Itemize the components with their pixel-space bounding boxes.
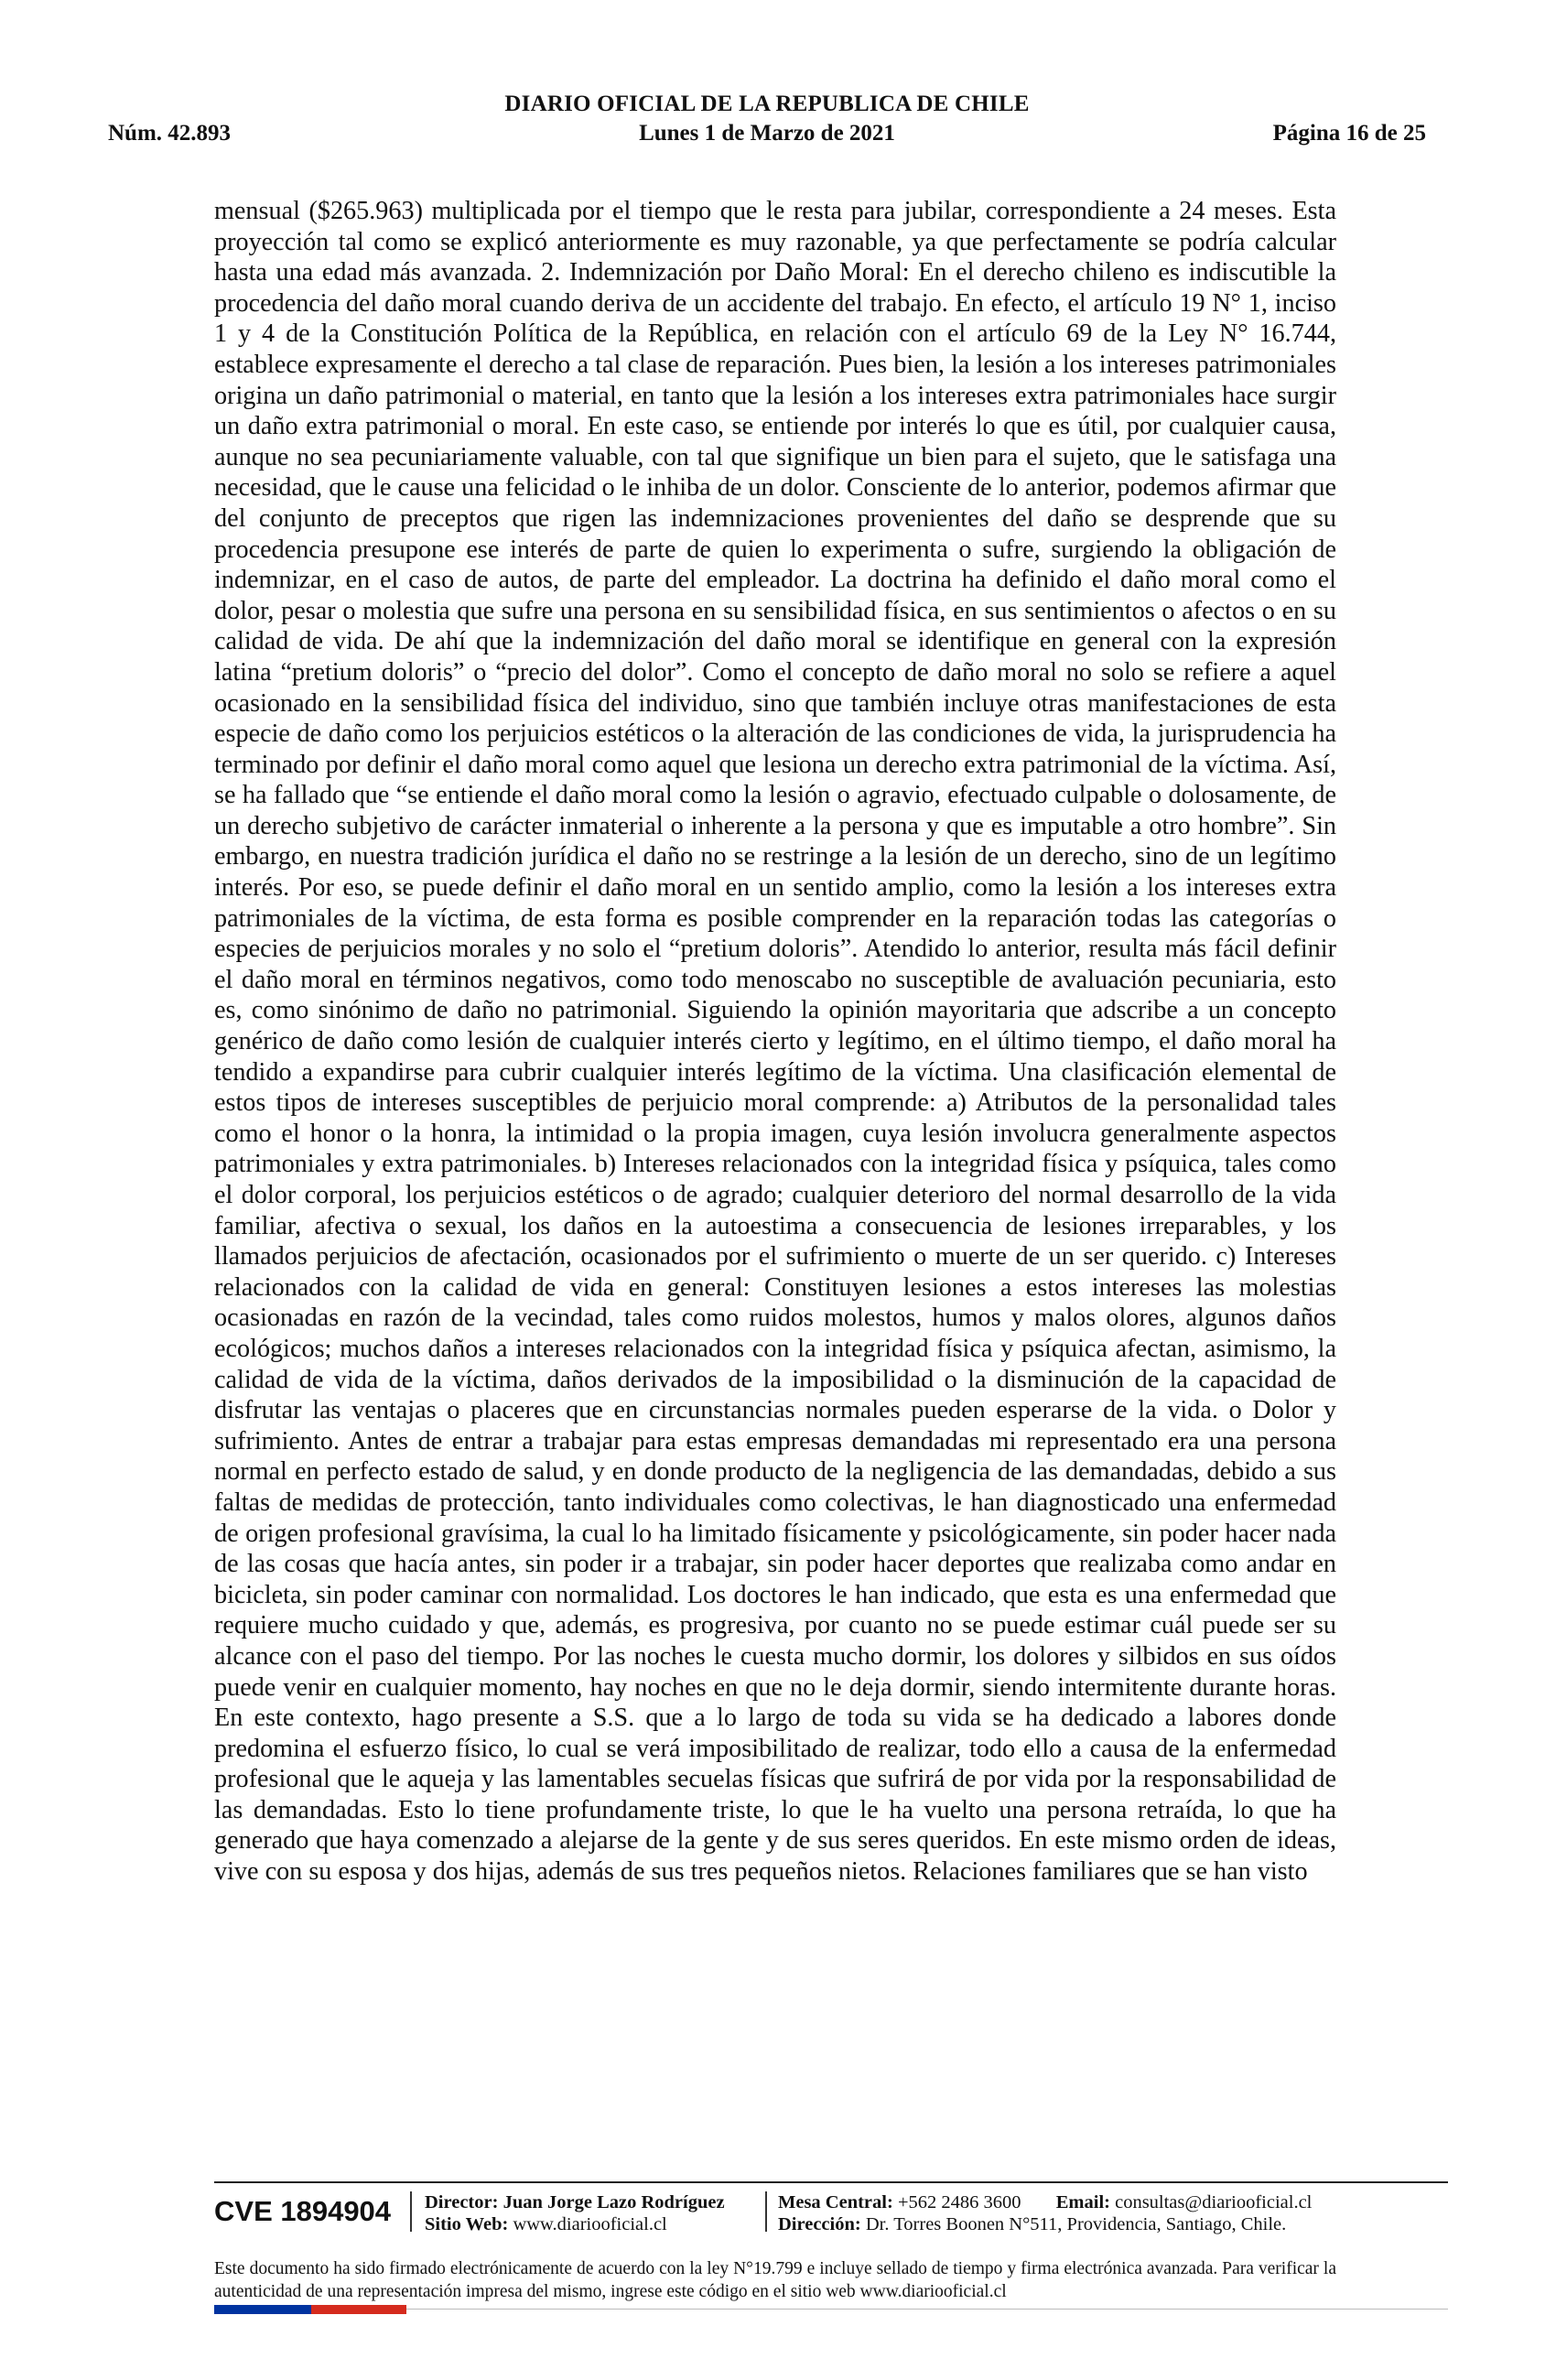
issue-date: Lunes 1 de Marzo de 2021	[639, 121, 895, 146]
address-label: Dirección:	[778, 2214, 861, 2234]
director-label: Director:	[425, 2192, 499, 2212]
director-name: Juan Jorge Lazo Rodríguez	[502, 2192, 725, 2212]
flag-stripe-blue	[214, 2305, 311, 2314]
website-label: Sitio Web:	[425, 2214, 509, 2234]
page-number: Página 16 de 25	[1272, 121, 1426, 146]
flag-stripe-red	[311, 2305, 406, 2314]
email-link[interactable]: consultas@diariooficial.cl	[1115, 2192, 1313, 2212]
page-header	[108, 92, 1426, 150]
footer-separator	[410, 2191, 412, 2232]
footer-divider	[214, 2181, 1448, 2183]
email-label: Email:	[1055, 2192, 1110, 2212]
footer-contact-block	[778, 2191, 1312, 2235]
phone-value: +562 2486 3600	[897, 2192, 1021, 2212]
footer-director-block	[425, 2191, 725, 2235]
body-paragraph: mensual ($265.963) multiplicada por el tiempo que le resta para jubilar, correspondiente a 24 meses. Esta proyección tal como se explicó anteriormente es muy razonable, ya que perfectamente se podría calcular hasta una edad más avanzada. 2. Indemnización por Daño Moral: En el derecho chileno es indiscutible la procedencia del daño moral cuando deriva de un accidente del trabajo. En efecto, el artículo 19 N° 1, inciso 1 y 4 de la Constitución Política de la República, en relación con el artículo 69 de la Ley N° 16.744, establece expresamente el derecho a tal clase de reparación. Pues bien, la lesión a los intereses patrimoniales origina un daño patrimonial o material, en tanto que la lesión a los intereses extra patrimoniales hace surgir un daño extra patrimonial o moral. En este caso, se entiende por interés lo que es útil, por cualquier causa, aunque no sea pecuniariamente valuable, con tal que signifique un bien para el sujeto, que le satisfaga una necesidad, que le cause una felicidad o le inhiba de un dolor. Consciente de lo anterior, podemos afirmar que del conjunto de preceptos que rigen las indemnizaciones provenientes del daño se desprende que su procedencia presupone ese interés de parte de quien lo experimenta o sufre, surgiendo la obligación de indemnizar, en el caso de autos, de parte del empleador. La doctrina ha definido el daño moral como el dolor, pesar o molestia que sufre una persona en su sensibilidad física, en sus sentimientos o afectos o en su calidad de vida. De ahí que la indemnización del daño moral se identifique en general con la expresión latina “pretium doloris” o “precio del dolor”. Como el concepto de daño moral no solo se refiere a aquel ocasionado en la sensibilidad física del individuo, sino que también incluye otras manifestaciones de esta especie de daño como los perjuicios estéticos o la alteración de las condiciones de vida, la jurisprudencia ha terminado por definir el daño moral como aquel que lesiona un derecho extra patrimonial de la víctima. Así, se ha fallado que “se entiende el daño moral como la lesión o agravio, efectuado culpable o dolosamente, de un derecho subjetivo de carácter inmaterial o inherente a la persona y que es imputable a otro hombre”. Sin embargo, en nuestra tradición jurídica el daño no se restringe a la lesión de un derecho, sino de un legítimo interés. Por eso, se puede definir el daño moral en un sentido amplio, como la lesión a los intereses extra patrimoniales de la víctima, de esta forma es posible comprender en la reparación todas las categorías o especies de perjuicios morales y no solo el “pretium doloris”. Atendido lo anterior, resulta más fácil definir el daño moral en términos negativos, como todo menoscabo no susceptible de avaluación pecuniaria, esto es, como sinónimo de daño no patrimonial. Siguiendo la opinión mayoritaria que adscribe a un concepto genérico de daño como lesión de cualquier interés cierto y legítimo, en el último tiempo, el daño moral ha tendido a expandirse para cubrir cualquier interés legítimo de la víctima. Una clasificación elemental de estos tipos de intereses susceptibles de perjuicio moral comprende: a) Atributos de la personalidad tales como el honor o la honra, la intimidad o la propia imagen, cuya lesión involucra generalmente aspectos patrimoniales y extra patrimoniales. b) Intereses relacionados con la integridad física y psíquica, tales como el dolor corporal, los perjuicios estéticos o de agrado; cualquier deterioro del normal desarrollo de la vida familiar, afectiva o sexual, los daños en la autoestima a consecuencia de lesiones irreparables, y los llamados perjuicios de afectación, ocasionados por el sufrimiento o muerte de un ser querido. c) Intereses relacionados con la calidad de vida en general: Constituyen lesiones a estos intereses las molestias ocasionadas en razón de la vecindad, tales como ruidos molestos, humos y malos olores, algunos daños ecológicos; muchos daños a intereses relacionados con la integridad física y psíquica afectan, asimismo, la calidad de vida de la víctima, daños derivados de la imposibilidad o la disminución de la capacidad de disfrutar las ventajas o placeres que en circunstancias normales pueden esperarse de la vida. o Dolor y sufrimiento. Antes de entrar a trabajar para estas empresas demandadas mi representado era una persona normal en perfecto estado de salud, y en donde producto de la negligencia de las demandadas, debido a sus faltas de medidas de protección, tanto individuales como colectivas, le han diagnosticado una enfermedad de origen profesional gravísima, la cual lo ha limitado físicamente y psicológicamente, sin poder hacer nada de las cosas que hacía antes, sin poder ir a trabajar, sin poder hacer deportes que realizaba como andar en bicicleta, sin poder caminar con normalidad. Los doctores le han indicado, que esta es una enfermedad que requiere mucho cuidado y que, además, es progresiva, por cuanto no se puede estimar cuál puede ser su alcance con el paso del tiempo. Por las noches le cuesta mucho dormir, los dolores y silbidos en sus oídos puede venir en cualquier momento, hay noches en que no le deja dormir, siendo intermitente durante horas. En este contexto, hago presente a S.S. que a lo largo de toda su vida se ha dedicado a labores donde predomina el esfuerzo físico, lo cual se verá imposibilitado de realizar, todo ello a causa de la enfermedad profesional que le aqueja y las lamentables secuelas físicas que sufrirá de por vida por la responsabilidad de las demandadas. Esto lo tiene profundamente triste, lo que le ha vuelto una persona retraída, lo que ha generado que haya comenzado a alejarse de la gente y de sus seres queridos. En este mismo orden de ideas, vive con su esposa y dos hijas, además de sus tres pequeños nietos. Relaciones familiares que se han visto	[214, 197, 1336, 1887]
website-link[interactable]: www.diariooficial.cl	[513, 2214, 667, 2234]
footer-separator	[765, 2191, 767, 2232]
legal-notice: Este documento ha sido firmado electrónicamente de acuerdo con la ley N°19.799 e incluye sellado de tiempo y firma electrónica avanzada. Para verificar la autenticidad de una representación impresa del mismo, ingrese este código en el sitio web www.diariooficial.cl	[214, 2259, 1336, 2301]
cve-code: CVE 1894904	[214, 2195, 392, 2227]
publication-title: DIARIO OFICIAL DE LA REPUBLICA DE CHILE	[504, 92, 1030, 116]
address-value: Dr. Torres Boonen N°511, Providencia, Santiago, Chile.	[865, 2214, 1287, 2234]
issue-number: Núm. 42.893	[108, 121, 232, 146]
phone-label: Mesa Central:	[778, 2192, 893, 2212]
